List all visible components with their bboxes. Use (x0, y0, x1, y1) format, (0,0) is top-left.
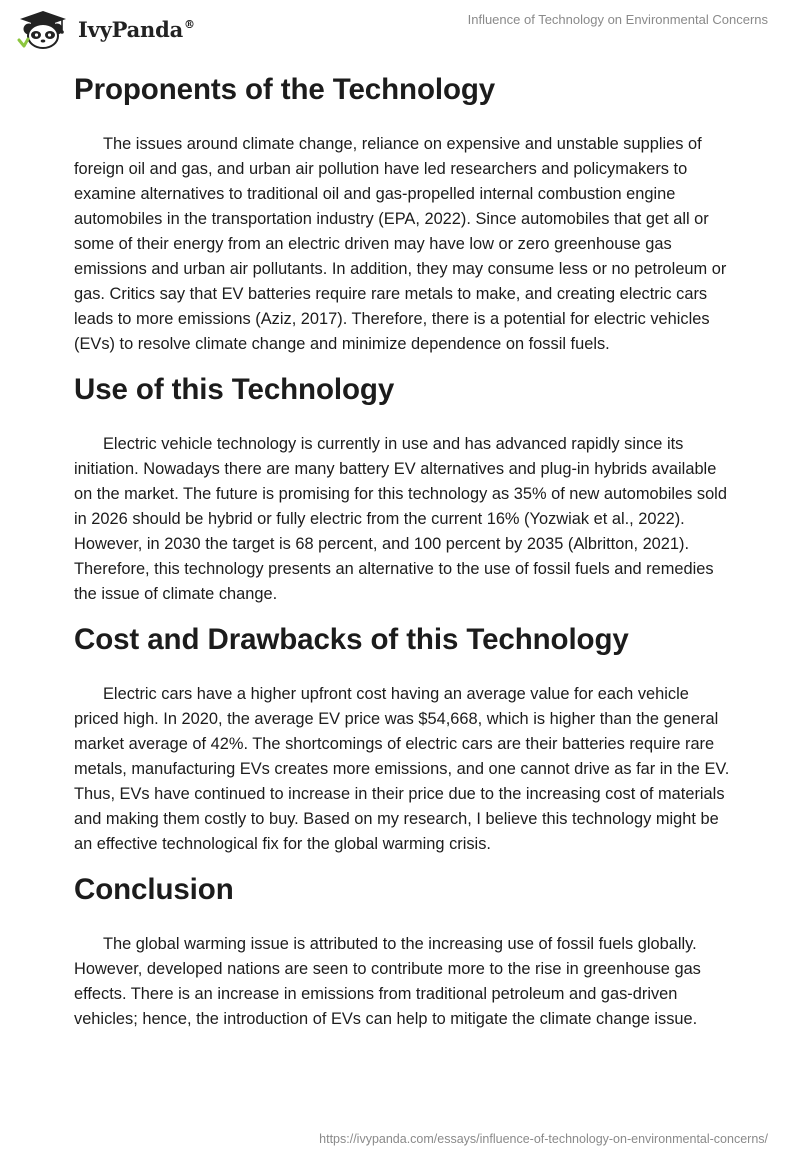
section-cost-drawbacks (74, 618, 734, 857)
page-header (0, 0, 800, 62)
section-use (74, 368, 734, 607)
panda-graduate-logo-icon (16, 9, 70, 49)
section-paragraph: Electric cars have a higher upfront cost having an average value for each vehicle priced high. In 2020, the average EV price was $54,668, which is higher than the general market average of 42%. The shortcomings of electric cars are their batteries require rare metals, manufacturing EVs creates more emissions, and one cannot drive as far in the EV. Thus, EVs have continued to increase in their price due to the increasing cost of materials and making them costly to buy. Based on my research, I believe this technology might be an effective technological fix for the global warming crisis. (74, 685, 730, 853)
source-url-link[interactable]: https://ivypanda.com/essays/influence-of-technology-on-environmental-concerns/ (319, 1132, 768, 1146)
section-paragraph: The global warming issue is attributed to the increasing use of fossil fuels globally. However, developed nations are seen to contribute more to the rise in greenhouse gas effects. There is an increase in emissions from traditional petroleum and gas-driven vehicles; hence, the introduction of EVs can help to mitigate the climate change issue. (74, 935, 701, 1028)
brand-name (78, 17, 195, 42)
section-conclusion (74, 868, 734, 1032)
section-heading: Use of this Technology (74, 373, 395, 406)
section-heading: Cost and Drawbacks of this Technology (74, 623, 629, 656)
brand-name-text: IvyPanda (78, 16, 184, 42)
section-heading: Conclusion (74, 873, 234, 906)
section-proponents (74, 68, 734, 357)
registered-mark: ® (184, 17, 195, 31)
essay-body (74, 68, 734, 1043)
brand-logo-link[interactable] (16, 9, 195, 49)
section-paragraph: The issues around climate change, reliance on expensive and unstable supplies of foreign oil and gas, and urban air pollution have led researchers and policymakers to examine alternatives to traditional oil and gas-propelled internal combustion engine automobiles in the transportation industry (EPA, 2022). Since automobiles that get all or some of their energy from an electric driven may have low or zero greenhouse gas emissions and urban air pollutants. In addition, they may consume less or no petroleum or gas. Critics say that EV batteries require rare metals to make, and creating electric cars leads to more emissions (Aziz, 2017). Therefore, there is a potential for electric vehicles (EVs) to resolve climate change and minimize dependence on fossil fuels. (74, 135, 727, 353)
document-title: Influence of Technology on Environmental Concerns (467, 12, 768, 27)
section-paragraph: Electric vehicle technology is currently in use and has advanced rapidly since its initiation. Nowadays there are many battery EV alternatives and plug-in hybrids available on the market. The future is promising for this technology as 35% of new automobiles sold in 2026 should be hybrid or fully electric from the current 16% (Yozwiak et al., 2022). However, in 2030 the target is 68 percent, and 100 percent by 2035 (Albritton, 2021). Therefore, this technology presents an alternative to the use of fossil fuels and remedies the issue of climate change. (74, 435, 727, 603)
section-heading: Proponents of the Technology (74, 73, 496, 106)
